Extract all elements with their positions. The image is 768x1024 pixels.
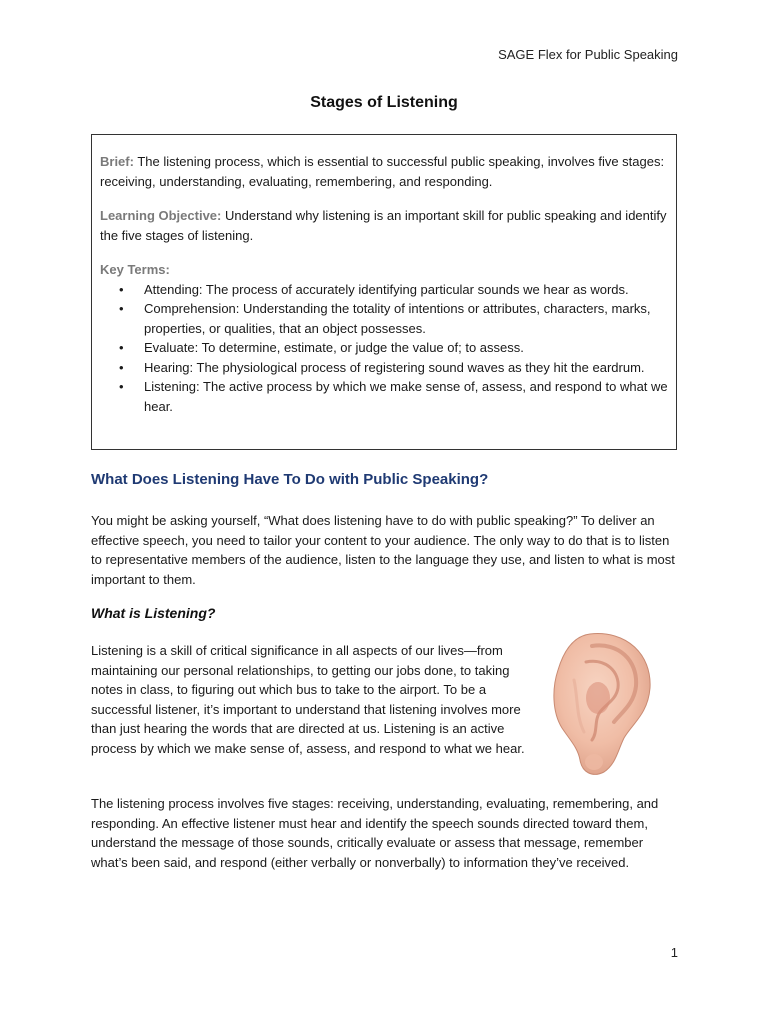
objective-label: Learning Objective: bbox=[100, 208, 222, 223]
bullet-icon: • bbox=[119, 340, 124, 355]
key-term-item bbox=[100, 377, 668, 416]
key-term-item bbox=[100, 280, 668, 300]
bullet-icon: • bbox=[119, 359, 124, 375]
key-terms-label-text: Key Terms: bbox=[100, 262, 170, 277]
section-heading: What Does Listening Have To Do with Public Speaking? bbox=[91, 471, 489, 488]
section-paragraph: You might be asking yourself, “What does listening have to do with public speaking?” To deliver an effective speech, you need to tailor your content to your audience. The only way to do that is to listen to representative members of the audience, listen to the language they use, and listen to what is most important to them. bbox=[91, 513, 675, 587]
key-term-text: Attending: The process of accurately identifying particular sounds we hear as words. bbox=[144, 281, 629, 297]
page-title: Stages of Listening bbox=[310, 94, 458, 111]
brief-label: Brief: bbox=[100, 154, 134, 169]
key-term-text: Listening: The active process by which we make sense of, assess, and respond to what we hear. bbox=[144, 379, 668, 414]
ear-icon bbox=[548, 628, 658, 778]
key-term-item bbox=[100, 299, 668, 338]
key-term-text: Comprehension: Understanding the totality of intentions or attributes, characters, marks, properties, or qualities, that an object possesses. bbox=[144, 301, 651, 336]
key-term-text: Evaluate: To determine, estimate, or judge the value of; to assess. bbox=[144, 340, 524, 355]
key-terms-list bbox=[100, 280, 668, 417]
objective-paragraph bbox=[100, 206, 668, 245]
bullet-icon: • bbox=[119, 301, 124, 316]
listening-paragraph-2: The listening process involves five stages: receiving, understanding, evaluating, remembering, and responding. An effective listener must hear and identify the speech sounds directed toward them, understand the message of those sounds, critically evaluate or assess that message, remember what’s been said, and respond (either verbally or nonverbally) to information they’ve received. bbox=[91, 796, 659, 870]
listening-paragraph-1: Listening is a skill of critical significance in all aspects of our lives—from maintaining our personal relationships, to getting our jobs done, to taking notes in class, to figuring out which bus to take to the airport. To be a successful listener, it’s important to understand that listening involves more than just hearing the words that are directed at us. Listening is an active process by which we make sense of, assess, and respond to what we hear. bbox=[91, 643, 525, 756]
bullet-icon: • bbox=[119, 281, 124, 297]
key-terms-label bbox=[100, 260, 668, 280]
bullet-icon: • bbox=[119, 379, 124, 394]
running-header: SAGE Flex for Public Speaking bbox=[498, 47, 678, 62]
key-term-item bbox=[100, 358, 668, 378]
brief-text: The listening process, which is essential to successful public speaking, involves five stages: receiving, understanding, evaluating, remembering, and responding. bbox=[100, 154, 665, 189]
brief-paragraph bbox=[100, 152, 668, 191]
objective-text: Understand why listening is an important skill for public speaking and identify the five stages of listening. bbox=[100, 208, 667, 243]
key-term-text: Hearing: The physiological process of registering sound waves as they hit the eardrum. bbox=[144, 359, 645, 375]
summary-box bbox=[91, 134, 677, 450]
page-number: 1 bbox=[670, 945, 678, 960]
key-term-item bbox=[100, 338, 668, 358]
subsection-heading: What is Listening? bbox=[91, 605, 216, 621]
